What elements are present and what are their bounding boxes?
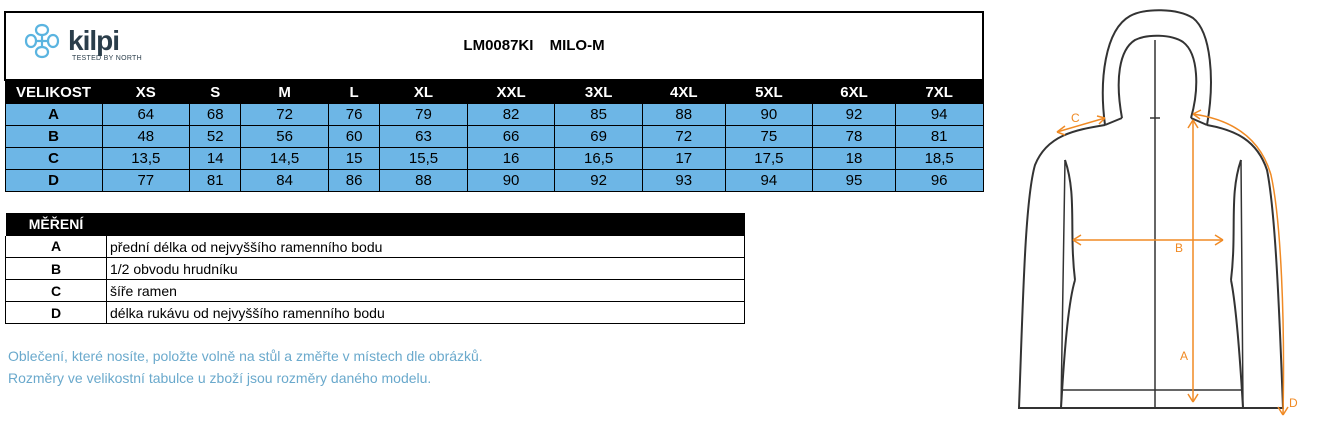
size-cell: XXL xyxy=(467,80,555,104)
measurement-row-a xyxy=(6,236,745,258)
size-header-row xyxy=(5,80,983,104)
value-cell: 14 xyxy=(190,148,241,170)
diagram-label-c: C xyxy=(1071,111,1080,125)
measurement-letter: A xyxy=(6,236,107,258)
measurement-desc: délka rukávu od nejvyššího ramenního bodu xyxy=(107,302,745,324)
measure-lines xyxy=(1057,110,1288,415)
diagram-label-b: B xyxy=(1175,241,1184,255)
measurement-title-spacer xyxy=(107,213,745,236)
value-cell: 13,5 xyxy=(102,148,190,170)
table-row-b xyxy=(5,126,983,148)
value-cell: 84 xyxy=(241,170,329,192)
table-row-d xyxy=(5,170,983,192)
value-cell: 88 xyxy=(642,104,725,126)
value-cell: 60 xyxy=(328,126,379,148)
value-cell: 93 xyxy=(642,170,725,192)
jacket-outline xyxy=(1019,10,1283,408)
value-cell: 92 xyxy=(555,170,643,192)
measurement-desc: přední délka od nejvyššího ramenního bodu xyxy=(107,236,745,258)
size-table xyxy=(4,11,984,192)
row-label: A xyxy=(5,104,102,126)
product-code: LM0087KI xyxy=(463,37,534,54)
value-cell: 15 xyxy=(328,148,379,170)
size-cell: XS xyxy=(102,80,190,104)
size-cell: 5XL xyxy=(725,80,813,104)
value-cell: 17,5 xyxy=(725,148,813,170)
value-cell: 78 xyxy=(813,126,896,148)
value-cell: 86 xyxy=(328,170,379,192)
value-cell: 95 xyxy=(813,170,896,192)
product-name: MILO-M xyxy=(549,37,605,54)
value-cell: 77 xyxy=(102,170,190,192)
size-cell: 6XL xyxy=(813,80,896,104)
product-title xyxy=(6,37,982,54)
measurement-letter: D xyxy=(6,302,107,324)
size-cell: 4XL xyxy=(642,80,725,104)
row-label: C xyxy=(5,148,102,170)
value-cell: 96 xyxy=(895,170,983,192)
value-cell: 79 xyxy=(380,104,468,126)
measurement-letter: B xyxy=(6,258,107,280)
measurement-desc: 1/2 obvodu hrudníku xyxy=(107,258,745,280)
diagram-label-a: A xyxy=(1180,349,1189,363)
value-cell: 63 xyxy=(380,126,468,148)
measurement-row-b xyxy=(6,258,745,280)
size-cell: 3XL xyxy=(555,80,643,104)
value-cell: 82 xyxy=(467,104,555,126)
note-text: Oblečení, které nosíte, položte volně na stůl a změřte v místech dle obrázků. xyxy=(8,348,483,364)
value-cell: 18 xyxy=(813,148,896,170)
measurement-letter: C xyxy=(6,280,107,302)
table-row-c xyxy=(5,148,983,170)
value-cell: 18,5 xyxy=(895,148,983,170)
note-text: Rozměry ve velikostní tabulce u zboží jsou rozměry daného modelu. xyxy=(8,370,432,386)
measurement-table xyxy=(5,213,745,324)
table-row-a xyxy=(5,104,983,126)
table-header xyxy=(5,12,983,80)
value-cell: 56 xyxy=(241,126,329,148)
row-label: D xyxy=(5,170,102,192)
size-cell: M xyxy=(241,80,329,104)
value-cell: 85 xyxy=(555,104,643,126)
value-cell: 15,5 xyxy=(380,148,468,170)
value-cell: 52 xyxy=(190,126,241,148)
measurement-row-d xyxy=(6,302,745,324)
value-cell: 16 xyxy=(467,148,555,170)
value-cell: 81 xyxy=(190,170,241,192)
size-cell: XL xyxy=(380,80,468,104)
value-cell: 72 xyxy=(642,126,725,148)
value-cell: 76 xyxy=(328,104,379,126)
measure-line-d xyxy=(1193,114,1284,415)
row-label: B xyxy=(5,126,102,148)
value-cell: 68 xyxy=(190,104,241,126)
value-cell: 72 xyxy=(241,104,329,126)
value-cell: 75 xyxy=(725,126,813,148)
size-cell: L xyxy=(328,80,379,104)
measurement-row-c xyxy=(6,280,745,302)
value-cell: 48 xyxy=(102,126,190,148)
value-cell: 69 xyxy=(555,126,643,148)
value-cell: 64 xyxy=(102,104,190,126)
value-cell: 90 xyxy=(725,104,813,126)
measurement-title: MĚŘENÍ xyxy=(6,213,107,236)
brand-name: kilpi xyxy=(68,25,120,56)
size-cell: 7XL xyxy=(895,80,983,104)
value-cell: 94 xyxy=(895,104,983,126)
size-header-label: VELIKOST xyxy=(5,80,102,104)
value-cell: 16,5 xyxy=(555,148,643,170)
measurement-desc: šíře ramen xyxy=(107,280,745,302)
size-cell: S xyxy=(190,80,241,104)
brand-tagline: TESTED BY NORTH xyxy=(72,55,142,62)
value-cell: 92 xyxy=(813,104,896,126)
value-cell: 17 xyxy=(642,148,725,170)
value-cell: 90 xyxy=(467,170,555,192)
value-cell: 88 xyxy=(380,170,468,192)
value-cell: 14,5 xyxy=(241,148,329,170)
value-cell: 66 xyxy=(467,126,555,148)
diagram-label-d: D xyxy=(1289,396,1298,410)
value-cell: 81 xyxy=(895,126,983,148)
value-cell: 94 xyxy=(725,170,813,192)
jacket-diagram xyxy=(995,0,1321,432)
